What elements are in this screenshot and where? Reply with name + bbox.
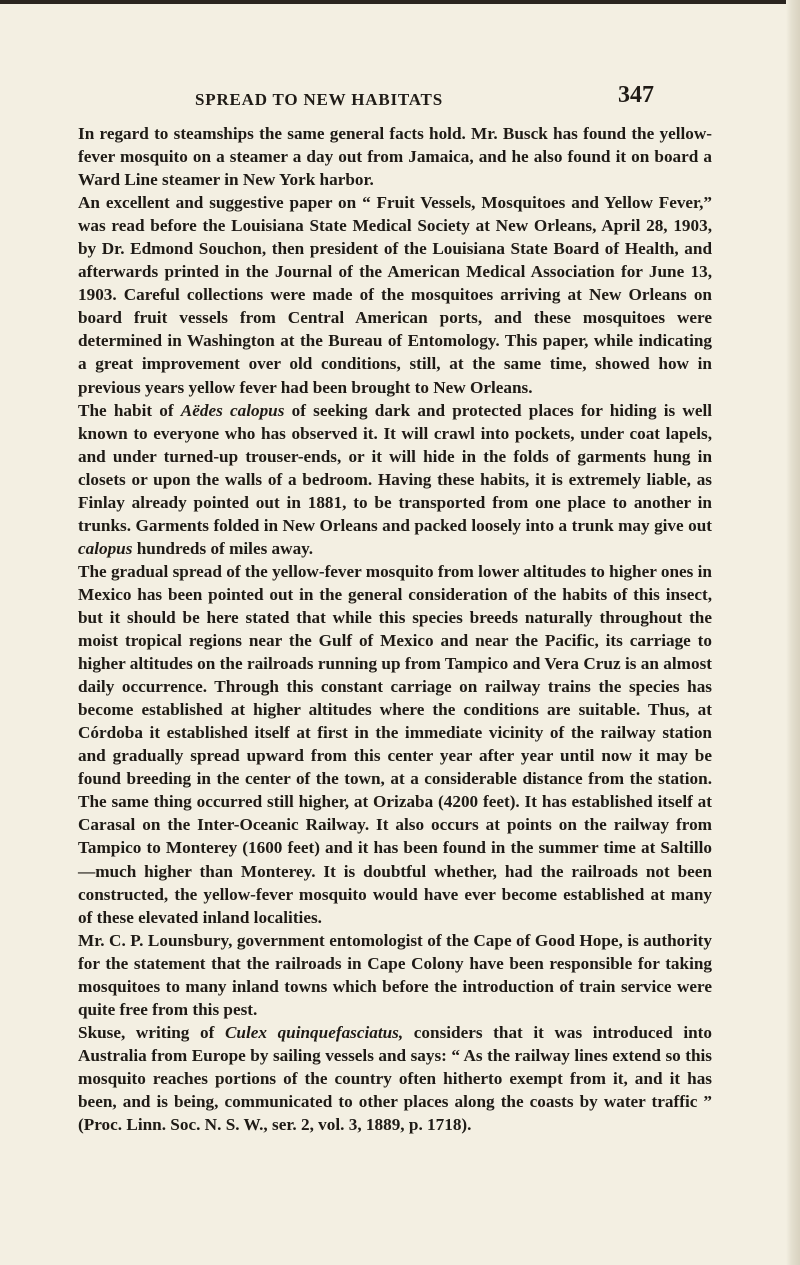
text-run: Mr. C. P. Lounsbury, government entomologist of the Cape of Good Hope, is authority for the statement that the railroads in Cape Colony have been responsible for taking mosquitoes to many inland towns which before the introduction of train service were quite free from this pest. — [78, 930, 712, 1019]
text-run: of seeking dark and protected places for hiding is well known to everyone who has observed it. It will crawl into pockets, under coat lapels, and under turned-up trouser-ends, or it will hide in the folds of garments hung in closets or upon the walls of a bedroom. Having these habits, it is extremely liable, as Finlay already pointed out in 1881, to be transported from one place to another in trunks. Garments folded in New Orleans and packed loosely into a trunk may give out — [78, 400, 712, 535]
paragraph — [78, 191, 712, 398]
italic-text: calopus — [78, 538, 133, 558]
paragraph — [78, 399, 712, 560]
text-run: An excellent and suggestive paper on “ Fruit Vessels, Mosquitoes and Yellow Fever,” was read before the Louisiana State Medical Society at New Orleans, April 28, 1903, by Dr. Edmond Souchon, then president of the Louisiana State Board of Health, and afterwards printed in the Journal of the American Medical Association for June 13, 1903. Careful collections were made of the mosquitoes arriving at New Orleans on board fruit vessels from Central American ports, and these mosquitoes were determined in Washington at the Bureau of Entomology. This paper, while indicating a great improvement over old conditions, still, at the same time, showed how in previous years yellow fever had been brought to New Orleans. — [78, 193, 712, 397]
page-edge-shadow — [786, 0, 800, 1265]
paragraph — [78, 560, 712, 929]
italic-text: Culex quinquefasciatus, — [224, 1022, 404, 1042]
text-run: Skuse, writing of — [78, 1022, 225, 1042]
paragraph — [78, 122, 712, 191]
top-border-rule — [0, 0, 800, 4]
text-run: In regard to steamships the same general facts hold. Mr. Busck has found the yellow-fever mosquito on a steamer a day out from Jamaica, and he also found it on board a Ward Line steamer in New York harbor. — [78, 124, 712, 190]
italic-text: Aëdes calopus — [180, 400, 285, 420]
body-text — [78, 122, 712, 1136]
text-run: hundreds of miles away. — [132, 538, 314, 558]
text-run: The habit of — [78, 400, 181, 420]
text-run: considers that it was introduced into Australia from Europe by sailing vessels and says: “ As the railway lines extend so this mosquito reaches portions of the country often hitherto exempt from it, and it has been, and is being, communicated to other places along the coasts by water traffic ” (Proc. Linn. Soc. N. S. W., ser. 2, vol. 3, 1889, p. 1718). — [78, 1022, 712, 1135]
paragraph — [78, 1021, 712, 1136]
paragraph — [78, 929, 712, 1021]
page-header — [0, 82, 800, 112]
page-number: 347 — [618, 82, 654, 108]
text-run: The gradual spread of the yellow-fever mosquito from lower altitudes to higher ones in Mexico has been pointed out in the general consideration of the habits of this insect, but it should be here stated that while this species breeds naturally throughout the moist tropical regions near the Gulf of Mexico and near the Pacific, its carriage to higher altitudes on the railroads running up from Tampico and Vera Cruz is an almost daily occurrence. Through this constant carriage on railway trains the species has become established at higher altitudes where the conditions are suitable. Thus, at Córdoba it established itself at first in the immediate vicinity of the railway station and gradually spread upward from this center year after year until now it may be found breeding in the center of the town, at a considerable distance from the station. The same thing occurred still higher, at Orizaba (4200 feet). It has established itself at Carasal on the Inter-Oceanic Railway. It also occurs at points on the railway from Tampico to Monterey (1600 feet) and it has been found in the summer time at Saltillo—much higher than Monterey. It is doubtful whether, had the railroads not been constructed, the yellow-fever mosquito would have ever become established at many of these elevated inland localities. — [78, 561, 712, 927]
running-head: SPREAD TO NEW HABITATS — [195, 90, 443, 109]
